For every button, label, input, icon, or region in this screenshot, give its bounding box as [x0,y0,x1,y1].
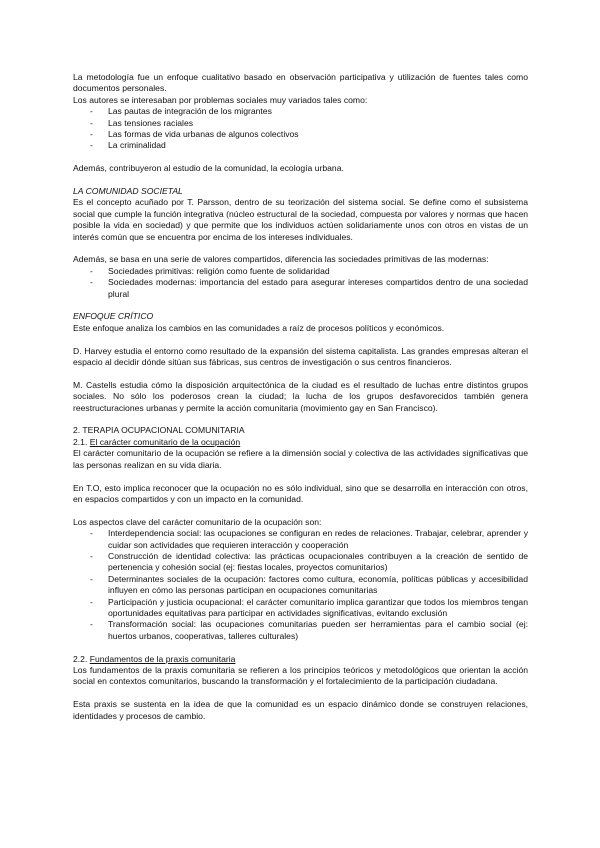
critical-paragraph-2: D. Harvey estudia el entorno como resultado de la expansión del sistema capitalista. Las grandes empresas alteran el espacio al decidir dónde sitúan sus fábricas, sus centros de investigación o sus centros financieros. [73,345,528,368]
problems-list [73,106,528,152]
critical-heading: ENFOQUE CRÍTICO [73,311,154,322]
terapia-paragraph-4: Los fundamentos de la praxis comunitaria se refieren a los principios teóricos y metodológicos que orientan la acción social en contextos comunitarios, buscando la transformación y el fortalecimiento de la participación ciudadana. [73,664,528,687]
list-item: - Las formas de vida urbanas de algunos colectivos [73,129,528,140]
intro-paragraph-2: Los autores se interesaban por problemas sociales muy variados tales como: [73,94,368,105]
list-item: - Sociedades modernas: importancia del estado para asegurar intereses compartidos dentro de una sociedad plural [73,277,528,300]
societal-paragraph-1: Es el concepto acuñado por T. Parsson, dentro de su teorización del sistema social. Se define como el subsistema social que cumple la función integrativa (núcleo estructural de la sociedad, compuesta por valores y normas que hacen posible la vida en sociedad) y que permite que los individuos actúen solidariamente unos con otros en vistas de un interés común que se encuentra por encima de los intereses individuales. [73,197,528,242]
key-aspects-list [73,528,528,642]
list-item: - Interdependencia social: las ocupaciones se configuran en redes de relaciones. Trabajar, celebrar, aprender y cuidar son actividades que requieren interacción y cooperación [73,528,528,551]
section-heading: 2. TERAPIA OCUPACIONAL COMUNITARIA [73,425,245,436]
critical-paragraph-3: M. Castells estudia cómo la disposición arquitectónica de la ciudad es el resultado de luchas entre distintos grupos sociales. No sólo los poderosos crean la ciudad; la lucha de los grupos desfavorecidos también genera reestructuraciones urbanas y permite la acción comunitaria (movimiento gay en San Francisco). [73,379,528,413]
subsection-heading-2-2 [73,654,528,665]
list-item: - Las tensiones raciales [73,118,528,129]
list-item: - Transformación social: las ocupaciones comunitarias pueden ser herramientas para el cambio social (ej: huertos urbanos, cooperativas, talleres culturales) [73,619,528,642]
critical-paragraph-1: Este enfoque analiza los cambios en las comunidades a raíz de procesos políticos y económicos. [73,322,445,333]
terapia-paragraph-2: En T.O, esto implica reconocer que la ocupación no es sólo individual, sino que se desarrolla en interacción con otros, en espacios compartidos y con un impacto en la comunidad. [73,482,528,504]
terapia-paragraph-5: Esta praxis se sustenta en la idea de que la comunidad es un espacio dinámico donde se construyen relaciones, identidades y procesos de cambio. [73,699,528,721]
subsection-title: Fundamentos de la praxis comunitaria [89,653,236,664]
terapia-paragraph-3: Los aspectos clave del carácter comunitario de la ocupación son: [73,516,322,527]
list-item: - La criminalidad [73,140,528,151]
subsection-number: 2.1. [73,436,88,447]
subsection-title: El carácter comunitario de la ocupación [89,436,241,447]
subsection-heading-2-1 [73,437,528,448]
list-item: - Determinantes sociales de la ocupación: factores como cultura, economía, políticas públicas y accesibilidad influyen en cómo las personas participan en ocupaciones comunitarias [73,574,528,597]
list-item: - Construcción de identidad colectiva: las prácticas ocupacionales contribuyen a la creación de sentido de pertenencia y cohesión social (ej: fiestas locales, proyectos comunitarios) [73,551,528,574]
document-page [73,72,528,722]
subsection-number: 2.2. [73,653,88,664]
list-item: - Sociedades primitivas: religión como fuente de solidaridad [73,266,528,277]
societal-paragraph-2: Además, se basa en una serie de valores compartidos, diferencia las sociedades primitivas de las modernas: [73,254,489,265]
societies-list [73,266,528,300]
intro-paragraph-3: Además, contribuyeron al estudio de la comunidad, la ecología urbana. [73,163,344,174]
intro-paragraph-1: La metodología fue un enfoque cualitativo basado en observación participativa y utilización de fuentes tales como documentos personales. [73,72,528,94]
list-item: - Las pautas de integración de los migrantes [73,106,528,117]
list-item: - Participación y justicia ocupacional: el carácter comunitario implica garantizar que todos los miembros tengan oportunidades equitativas para participar en actividades significativas, evitando exclusión [73,597,528,620]
terapia-paragraph-1: El carácter comunitario de la ocupación se refiere a la dimensión social y colectiva de las actividades significativas que las personas realizan en su vida diaria. [73,448,528,470]
societal-heading: LA COMUNIDAD SOCIETAL [73,186,183,197]
